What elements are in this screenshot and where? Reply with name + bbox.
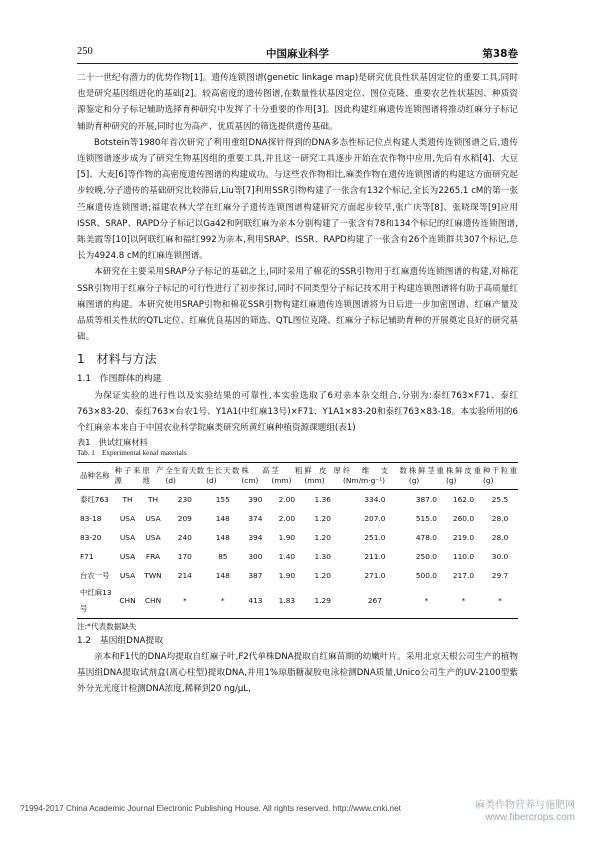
table-header-cell: 全生育天数(d): [164, 463, 205, 490]
table-cell: 2.00: [278, 513, 296, 523]
table-row: [77, 509, 518, 528]
table-cell: 28.0: [491, 513, 509, 523]
table-row: [77, 528, 518, 547]
section-heading-methods: 1 材料与方法: [77, 352, 157, 367]
table-cell: 260.0: [452, 513, 475, 523]
paragraph-population: 为保证实验的进行性以及实验结果的可靠性,本实验选取了6对亲本杂交组合,分别为:泰红763×F71、泰红763×83-20、泰红763×台农1号、Y1A1(中红麻13号)×F71、Y1A1×83-20和泰红763×83-18。本实验所用的6个红麻亲本来自于中国农业科学院麻类研究所黄红麻种植资源课题组(表1): [77, 390, 518, 434]
table-cell: 478.0: [415, 532, 437, 542]
journal-title: 中国麻业科学: [266, 48, 329, 60]
paragraph-objective: 本研究在主要采用SRAP分子标记的基础之上,同时采用了棉花的SSR引物用于红麻遗传连锁图谱的构建,对棉花SSR引物用于红麻分子标记的可行性进行了初步探讨,同时不同类型分子标记技术用于构建连锁图谱将有助于高质量红麻图谱的构建。本研究使用SRAP引物和棉花SSR引物构建红麻遗传连锁图谱将为日后进一步加密图谱、红麻产量及品质等相关性状的QTL定位、红麻优良基因的筛选、QTL图位克隆、红麻分子标记辅助育种的开展奠定良好的研究基础。: [77, 267, 518, 343]
table-header-cell: 种子来源: [113, 463, 141, 490]
table-header-cell: 生长天数(d): [205, 463, 240, 490]
paragraph-intro-continued: 二十一世纪有潜力的优势作物[1]。遗传连锁图谱(genetic linkage map)是研究优良性状基因定位的重要工具,同时也是研究基因组进化的基础[2]。较高密度的遗传图谱,在数量性状基因定位、图位克隆、重要农艺性状基因、种质资源鉴定和分子标记辅助选择育种研究中发挥了十分重要的作用[3]。因此构建红麻遗传连锁图谱将推动红麻分子标记辅助育种研究的开展,同时也为高产、优质基因的筛选提供遗传基础。: [77, 73, 518, 132]
table-cell: 515.0: [415, 513, 437, 523]
volume-label: 第38卷: [482, 48, 518, 60]
table-cell: 162.0: [452, 494, 475, 504]
table-cell: 413: [240, 585, 270, 618]
table-cell: 2.00: [278, 494, 296, 504]
table-cell: 1.20: [314, 513, 331, 523]
table-cell: USA: [145, 513, 161, 523]
table-cell: 300: [248, 551, 263, 561]
table-header-cell: 鲜皮厚(mm): [303, 463, 342, 490]
table-cell: 207.0: [364, 513, 386, 523]
running-header: [77, 46, 518, 60]
table-cell: 170: [177, 551, 192, 561]
table-cell: 267: [342, 585, 408, 618]
table-cell: 25.5: [491, 494, 509, 504]
table-cell: 中红麻13号: [77, 585, 113, 618]
table-cell: 台农一号: [80, 570, 110, 580]
table-cell: 219.0: [452, 532, 475, 542]
table-caption-cn: 表1 供试红麻材料: [77, 437, 148, 448]
table-cell: 29.7: [491, 570, 509, 580]
table-cell: USA: [145, 532, 161, 542]
page-number: 250: [77, 46, 93, 57]
table-cell: 374: [248, 513, 263, 523]
table-cell: 217.0: [452, 570, 475, 580]
table-cell: 500.0: [415, 570, 437, 580]
table-cell: 394: [248, 532, 263, 542]
table-cell: *: [445, 585, 482, 618]
table-cell: *: [482, 585, 518, 618]
table-cell: 83-18: [80, 513, 102, 523]
table-cell: 250.0: [415, 551, 437, 561]
table-cell: 390: [248, 494, 263, 504]
table-cell: 230: [177, 494, 192, 504]
table-cell: FRA: [145, 551, 161, 561]
table-cell: 387: [248, 570, 263, 580]
table-cell: 泰红763: [80, 494, 109, 504]
table-cell: *: [164, 585, 205, 618]
table-cell: 110.0: [452, 551, 475, 561]
table-cell: F71: [80, 551, 94, 561]
table-header-cell: 茎粗(mm): [270, 463, 303, 490]
table-header-cell: 纤维支数(Nm/m·g⁻¹): [342, 463, 408, 490]
table-cell: 209: [177, 513, 192, 523]
table-cell: 28.0: [491, 532, 509, 542]
table-body: [77, 490, 518, 618]
table-cell: 1.30: [314, 551, 331, 561]
table-cell: CHN: [142, 585, 165, 618]
watermark: [475, 800, 575, 824]
table-cell: 1.40: [278, 551, 296, 561]
table-cell: 1.20: [314, 570, 331, 580]
table-row: [77, 547, 518, 566]
kenaf-materials-table: [77, 462, 518, 618]
table-header-cell: 株鲜皮重(g): [445, 463, 482, 490]
table-caption-en: Tab. 1 Experimental kenaf materials: [77, 449, 187, 458]
table-cell: 387.0: [415, 494, 437, 504]
table-cell: TH: [147, 494, 159, 504]
table-cell: 155: [215, 494, 230, 504]
table-row: [77, 490, 518, 510]
table-header-cell: 原产地: [142, 463, 165, 490]
table-header-cell: 株鲜茎重(g): [408, 463, 445, 490]
table-cell: 271.0: [364, 570, 386, 580]
table-row: [77, 585, 518, 618]
table-row: [77, 566, 518, 585]
table-cell: TH: [122, 494, 133, 504]
table-cell: 148: [215, 532, 230, 542]
page-footer: [20, 800, 575, 823]
table-header-cell: 品种名称: [77, 463, 113, 490]
table-cell: USA: [119, 513, 136, 523]
article-body: [77, 70, 518, 697]
subsection-heading-population: 1.1 作图群体的构建: [77, 374, 162, 385]
table-cell: 1.36: [314, 494, 331, 504]
table-cell: USA: [119, 532, 136, 542]
table-cell: 85: [218, 551, 228, 561]
header-rule: [77, 63, 518, 64]
table-cell: 148: [215, 513, 230, 523]
copyright-line: ?1994-2017 China Academic Journal Electronic Publishing House. All rights reserved. http://www.cnki.net: [20, 804, 401, 813]
table-cell: 251.0: [364, 532, 386, 542]
table-header-row: [77, 463, 518, 490]
subsection-heading-dna: 1.2 基因组DNA提取: [77, 635, 164, 646]
table-header-cell: 株高(cm): [240, 463, 270, 490]
table-cell: 30.0: [491, 551, 509, 561]
table-note: 注:*代表数据缺失: [77, 621, 137, 631]
table-cell: 334.0: [364, 494, 386, 504]
paragraph-dna: 亲本和F1代的DNA均提取自红麻子叶,F2代单株DNA提取自红麻苗期的幼嫩叶片。采用北京天根公司生产的植物基因组DNA提取试剂盒(离心柱型)提取DNA,并用1%琼脂糖凝胶电泳检测DNA质量,Unico公司生产的UV-2100型紫外分光光度计检测DNA浓度,稀释到20 ng/μL,: [77, 651, 518, 695]
table-cell: TWN: [144, 570, 162, 580]
table-cell: 1.90: [278, 570, 296, 580]
table-cell: *: [408, 585, 445, 618]
table-cell: 1.83: [270, 585, 303, 618]
watermark-text: 麻类作物营养与施肥网: [475, 800, 575, 811]
table-cell: *: [205, 585, 240, 618]
table-cell: 1.20: [314, 532, 331, 542]
paragraph-literature: Botstein等1980年首次研究了利用重组DNA探针得到的DNA多态性标记位点构建人类遗传连锁图谱之后,遗传连锁图谱逐步成为了研究生物基因组的重要工具,并且这一研究工具逐步开始在农作物中应用,先后有水稻[4]、大豆[5]、大麦[6]等作物的高密度遗传图谱的构建成功。与这些农作物相比,麻类作物在遗传连锁图谱的构建这方面研究起步较晚,分子遗传的基础研究比较滞后,Liu等[7]利用SSR引物构建了一张含有132个标记,全长为2265.1 cM的第一张苎麻遗传连锁图谱;福建农林大学在红麻分子遗传连锁图谱构建研究方面起步较早,张广庆等[8]、张晓琛等[9]应用ISSR、SRAP、RAPD分子标记以Ga42和阿联红麻为亲本分别构建了一张含有78和134个标记的红麻遗传连锁图谱,陈美霞等[10]以阿联红麻和福红992为亲本,利用SRAP、ISSR、RAPD构建了一张含有26个连锁群共307个标记,总长为4924.8 cM的红麻连锁图谱。: [77, 137, 518, 262]
table-cell: 83-20: [80, 532, 102, 542]
table-cell: 1.90: [278, 532, 296, 542]
watermark-url: www.fibercrops.com: [485, 812, 575, 823]
table-header-cell: 种干粒重(g): [482, 463, 518, 490]
table-cell: CHN: [113, 585, 141, 618]
table-cell: 148: [215, 570, 230, 580]
table-cell: 240: [177, 532, 192, 542]
table-cell: USA: [119, 570, 136, 580]
table-cell: USA: [119, 551, 136, 561]
table-cell: 214: [177, 570, 192, 580]
table-cell: 1.29: [303, 585, 342, 618]
table-cell: 211.0: [364, 551, 386, 561]
